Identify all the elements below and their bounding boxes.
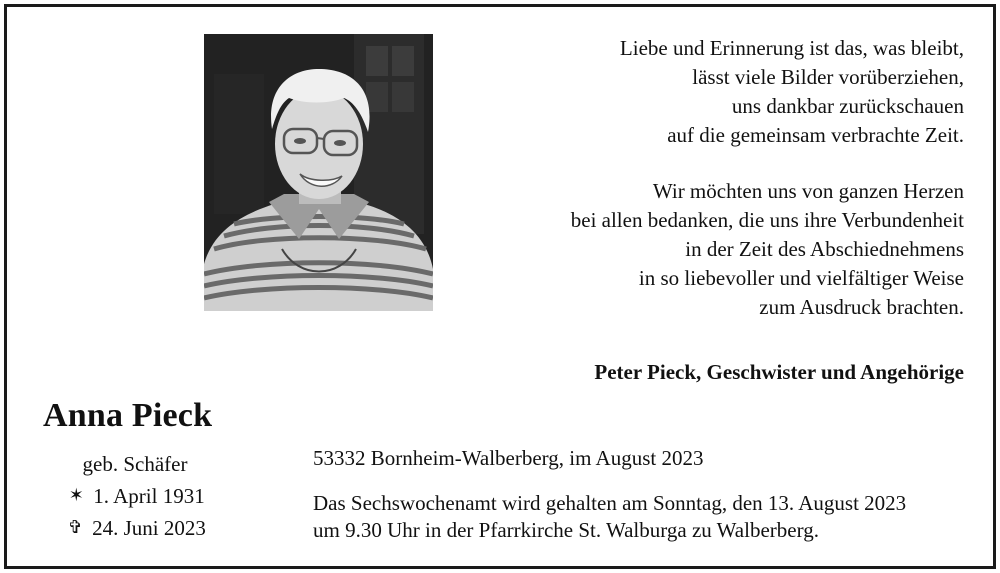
poem-line: auf die gemeinsam verbrachte Zeit.: [667, 123, 964, 147]
poem-line: uns dankbar zurückschauen: [731, 94, 964, 118]
portrait-photo-icon: [204, 34, 433, 311]
death-date: 24. Juni 2023: [92, 516, 206, 540]
service-line: um 9.30 Uhr in der Pfarrkirche St. Walburga zu Walberberg.: [313, 518, 819, 542]
maiden-name: geb. Schäfer: [82, 452, 188, 476]
star-icon: ✶: [68, 485, 84, 506]
place-date: 53332 Bornheim-Walberberg, im August 2023: [313, 446, 704, 470]
death-row: [60, 512, 210, 544]
life-dates: [60, 448, 210, 544]
signers: Peter Pieck, Geschwister und Angehörige: [594, 360, 964, 384]
deceased-name: Anna Pieck: [43, 397, 213, 434]
cross-icon: ✞: [67, 517, 83, 538]
poem-line: lässt viele Bilder vorüberziehen,: [692, 65, 964, 89]
memorial-poem: [444, 34, 964, 322]
birth-date: 1. April 1931: [93, 484, 205, 508]
poem-line: zum Ausdruck brachten.: [759, 295, 964, 319]
poem-stanza-1: [444, 34, 964, 150]
poem-stanza-2: [444, 177, 964, 322]
portrait-photo: [204, 34, 433, 311]
poem-line: bei allen bedanken, die uns ihre Verbundenheit: [570, 208, 964, 232]
birth-row: [60, 480, 210, 512]
service-line: Das Sechswochenamt wird gehalten am Sonntag, den 13. August 2023: [313, 491, 907, 515]
poem-line: Liebe und Erinnerung ist das, was bleibt,: [619, 36, 964, 60]
poem-line: in so liebevoller und vielfältiger Weise: [638, 266, 964, 290]
poem-line: Wir möchten uns von ganzen Herzen: [652, 179, 964, 203]
service-info: [313, 490, 906, 544]
poem-line: in der Zeit des Abschiednehmens: [685, 237, 964, 261]
